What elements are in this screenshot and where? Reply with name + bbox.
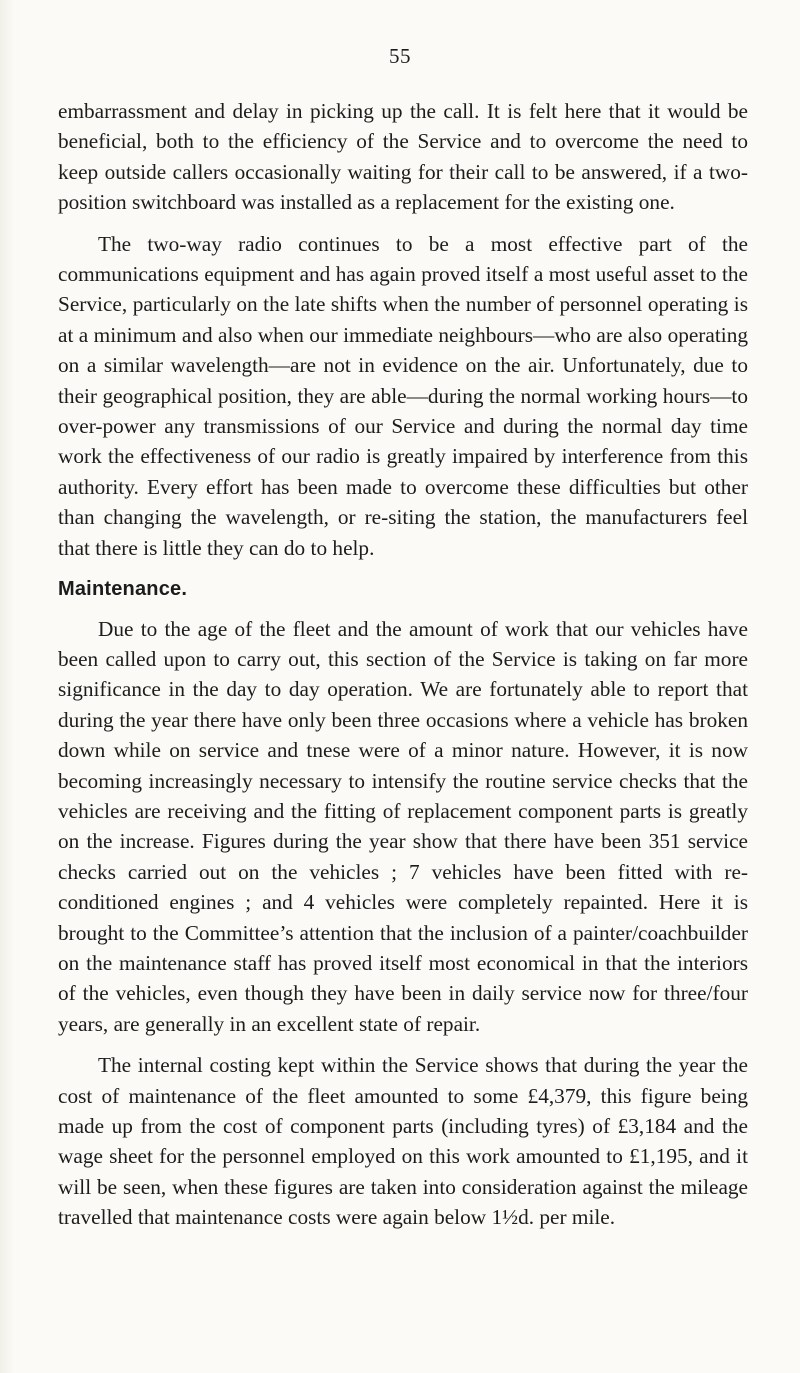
paragraph-maintenance-costing: The internal costing kept within the Service shows that during the year the cost of maintenance of the fleet amounted to some £4,379, this figure being made up from the cost of component parts (including tyres) of £3,184 and the wage sheet for the personnel employed on this work amounted to £1,195, and it will be seen, when these figures are taken into consideration against the mileage travelled that maintenance costs were again below 1½d. per mile. bbox=[58, 1053, 748, 1230]
paragraph-switchboard-continuation: embarrassment and delay in picking up the call. It is felt here that it would be beneficial, both to the efficiency of the Service and to overcome the need to keep outside callers occasionally waiting for their call to be answered, if a two-position switchboard was installed as a replacement for the existing one. bbox=[58, 99, 748, 215]
section-heading-maintenance: Maintenance. bbox=[58, 578, 188, 601]
paragraph-fleet-maintenance: Due to the age of the fleet and the amount of work that our vehicles have been called upon to carry out, this section of the Service is taking on far more significance in the day to day operation. We are fortunately able to report that during the year there have only been three occasions where a vehicle has broken down while on service and tnese were of a minor nature. However, it is now becoming increasingly necessary to intensify the routine service checks that the vehicles are receiving and the fitting of replacement component parts is greatly on the increase. Figures during the year show that there have been 351 service checks carried out on the vehicles ; 7 vehicles have been fitted with re-conditioned engines ; and 4 vehicles were completely repainted. Here it is brought to the Committee’s attention that the inclusion of a painter/coachbuilder on the maintenance staff has proved itself most economical in that the interiors of the vehicles, even though they have been in daily service now for three/four years, are generally in an excellent state of repair. bbox=[58, 616, 748, 1036]
document-body bbox=[58, 96, 748, 1244]
page-scan-edge bbox=[0, 0, 14, 1373]
paragraph-two-way-radio: The two-way radio continues to be a most effective part of the communications equipment and has again proved itself a most useful asset to the Service, particularly on the late shifts when the number of personnel operating is at a minimum and also when our immediate neighbours—who are also operating on a similar wavelength—are not in evidence on the air. Unfortunately, due to their geographical position, they are able—during the normal working hours—to over-power any transmissions of our Service and during the normal day time work the effectiveness of our radio is greatly impaired by interference from this authority. Every effort has been made to overcome these difficulties but other than changing the wavelength, or re-siting the station, the manufacturers feel that there is little they can do to help. bbox=[58, 231, 748, 560]
page-number: 55 bbox=[389, 44, 411, 68]
